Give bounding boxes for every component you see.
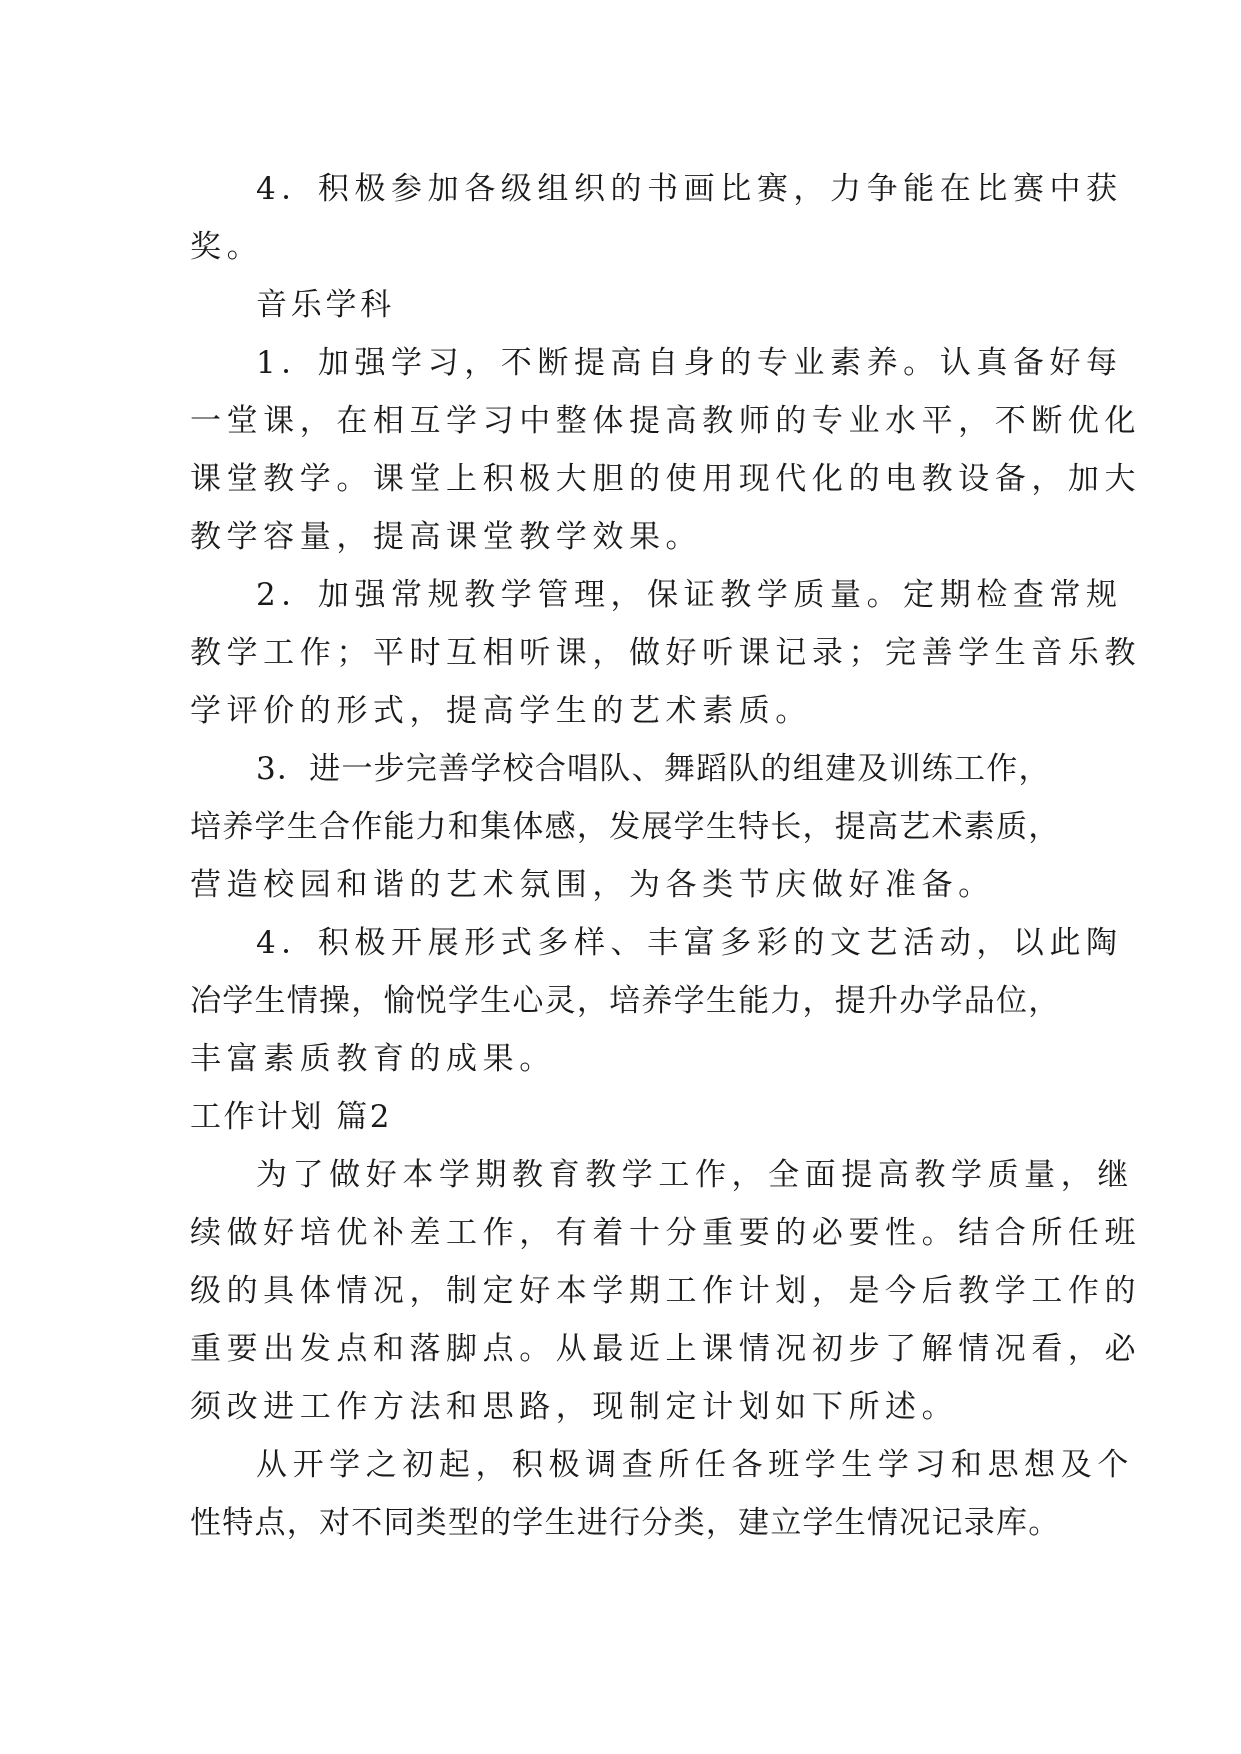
text-line: 4．积极参加各级组织的书画比赛，力争能在比赛中获 (256, 171, 1123, 207)
paragraph-plan-2-intro (190, 1146, 1142, 1436)
text-line: 性特点，对不同类型的学生进行分类，建立学生情况记录库。 (190, 1505, 1061, 1541)
text-line: 教学容量，提高课堂教学效果。 (190, 519, 703, 555)
text-line: 学评价的形式，提高学生的艺术素质。 (190, 693, 812, 729)
text-line: 培养学生合作能力和集体感，发展学生特长，提高艺术素质， (190, 809, 1061, 845)
text-line: 营造校园和谐的艺术氛围，为各类节庆做好准备。 (190, 867, 995, 903)
text-line: 重要出发点和落脚点。从最近上课情况初步了解情况看，必 (190, 1331, 1142, 1367)
paragraph-music-item-3 (190, 740, 1060, 914)
section-title-plan-2 (190, 1088, 1060, 1146)
text-line: 奖。 (190, 229, 264, 265)
document-page (190, 160, 1142, 1552)
text-line: 1．加强学习，不断提高自身的专业素养。认真备好每 (256, 345, 1123, 381)
text-line: 课堂教学。课堂上积极大胆的使用现代化的电教设备，加大 (190, 461, 1142, 497)
paragraph-music-item-2 (190, 566, 1142, 740)
text-line: 丰富素质教育的成果。 (190, 1041, 556, 1077)
text-line: 教学工作；平时互相听课，做好听课记录；完善学生音乐教 (190, 635, 1142, 671)
text-line: 3．进一步完善学校合唱队、舞蹈队的组建及训练工作， (256, 751, 1051, 787)
text-line: 为了做好本学期教育教学工作，全面提高教学质量，继 (256, 1157, 1134, 1193)
paragraph-art-item-4 (190, 160, 1123, 276)
text-line: 冶学生情操，愉悦学生心灵，培养学生能力，提升办学品位， (190, 983, 1061, 1019)
text-line: 4．积极开展形式多样、丰富多彩的文艺活动，以此陶 (256, 925, 1123, 961)
section-heading-music (190, 276, 1060, 334)
text-line: 须改进工作方法和思路，现制定计划如下所述。 (190, 1389, 959, 1425)
text-line: 2．加强常规教学管理，保证教学质量。定期检查常规 (256, 577, 1123, 613)
text-line: 续做好培优补差工作，有着十分重要的必要性。结合所任班 (190, 1215, 1142, 1251)
text-line: 从开学之初起，积极调查所任各班学生学习和思想及个 (256, 1447, 1134, 1483)
paragraph-music-item-1 (190, 334, 1142, 566)
text-line: 一堂课，在相互学习中整体提高教师的专业水平，不断优化 (190, 403, 1142, 439)
heading-text: 音乐学科 (256, 287, 395, 323)
paragraph-plan-2-body (190, 1436, 1134, 1552)
section-title-text: 工作计划 篇2 (190, 1099, 392, 1135)
paragraph-music-item-4 (190, 914, 1123, 1088)
text-line: 级的具体情况，制定好本学期工作计划，是今后教学工作的 (190, 1273, 1142, 1309)
